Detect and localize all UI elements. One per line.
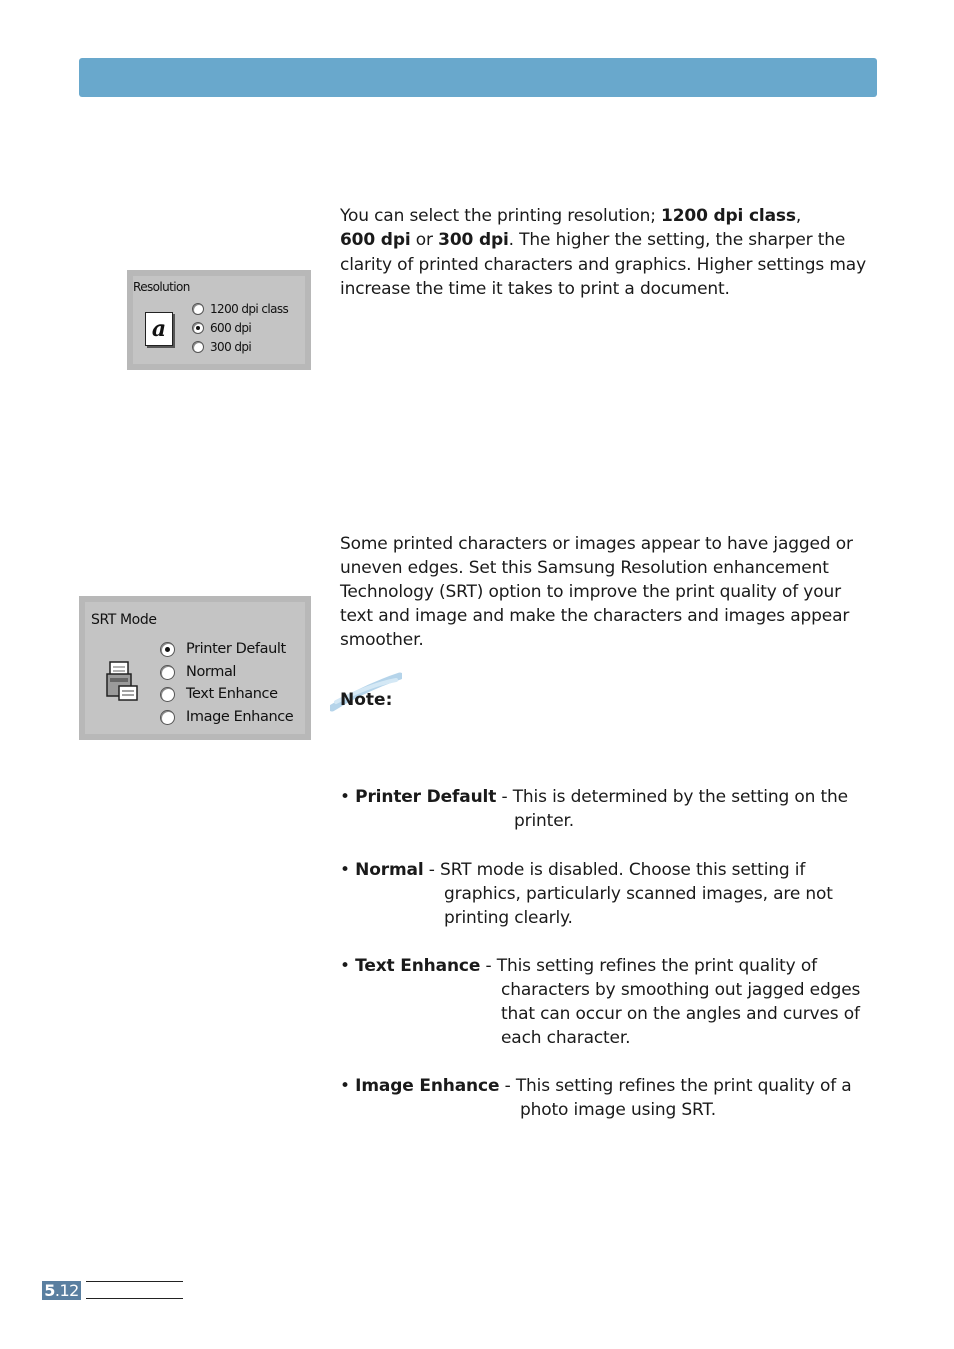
radio-option-normal[interactable]: Normal [160, 664, 236, 680]
radio-option-text-enhance[interactable]: Text Enhance [160, 686, 278, 702]
resolution-group-title: Resolution [133, 280, 190, 294]
srt-group-title: SRT Mode [91, 612, 157, 628]
radio-button[interactable] [192, 303, 204, 315]
header-bar [79, 58, 877, 97]
radio-button-selected[interactable] [192, 322, 204, 334]
document-icon: a [145, 312, 173, 346]
bullet-normal: • Normal - SRT mode is disabled. Choose this setting if graphics, particularly scanned images, are not printing clearly. [340, 860, 833, 928]
resolution-description: You can select the printing resolution; 1200 dpi class, 600 dpi or 300 dpi. The higher the setting, the sharper the clarity of printed characters and graphics. Higher settings may increase the time it takes to print a document. [340, 206, 866, 299]
bullet-printer-default: • Printer Default - This is determined by the setting on the printer. [340, 787, 848, 831]
radio-option-image-enhance[interactable]: Image Enhance [160, 709, 293, 725]
radio-button[interactable] [160, 665, 175, 680]
radio-button-selected[interactable] [160, 642, 175, 657]
note-label: Note: [340, 690, 393, 710]
resolution-dialog [127, 270, 311, 370]
printer-icon [105, 660, 139, 702]
radio-button[interactable] [192, 341, 204, 353]
srt-description: Some printed characters or images appear to have jagged or uneven edges. Set this Samsung Resolution enhancement Technology (SRT) option to improve the print quality of your text and image and make the characters and images appear smoother. [340, 534, 853, 651]
bullet-image-enhance: • Image Enhance - This setting refines the print quality of a photo image using SRT. [340, 1076, 852, 1120]
radio-option-1200[interactable]: 1200 dpi class [192, 302, 288, 316]
footer-rule-top [86, 1281, 183, 1282]
bullet-text-enhance: • Text Enhance - This setting refines the print quality of characters by smoothing out jagged edges that can occur on the angles and curves of each character. [340, 956, 861, 1048]
radio-button[interactable] [160, 687, 175, 702]
srt-mode-dialog [79, 596, 311, 740]
page-number: 5.12 [42, 1281, 81, 1300]
radio-button[interactable] [160, 710, 175, 725]
radio-option-600[interactable]: 600 dpi [192, 321, 251, 335]
footer-rule-bottom [86, 1298, 183, 1299]
radio-option-printer-default[interactable]: Printer Default [160, 641, 286, 657]
radio-option-300[interactable]: 300 dpi [192, 340, 251, 354]
